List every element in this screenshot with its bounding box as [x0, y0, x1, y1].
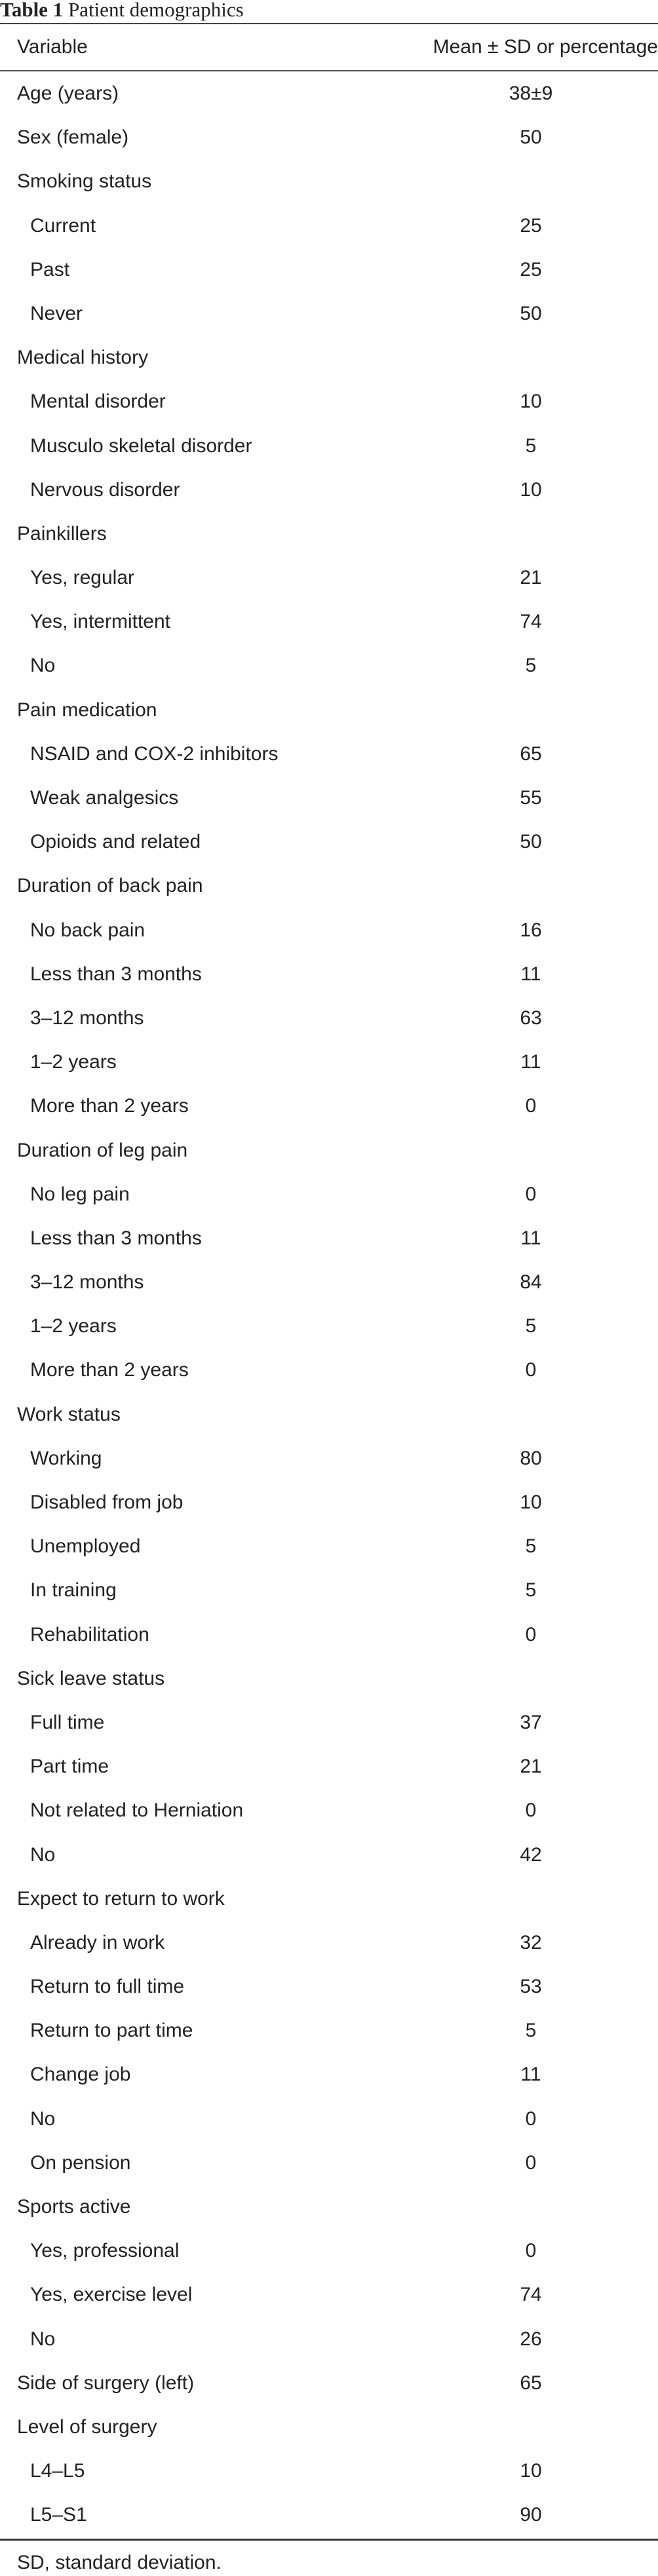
row-value: 50 — [520, 126, 542, 149]
row-label: Opioids and related — [30, 831, 201, 853]
row-value: 21 — [520, 567, 542, 589]
row-label: More than 2 years — [30, 1095, 189, 1117]
row-value: 5 — [525, 2020, 537, 2042]
table-row-subitem — [0, 732, 658, 776]
table-row-subitem — [0, 996, 658, 1040]
row-label: L5–S1 — [30, 2504, 87, 2526]
table-row-subitem — [0, 2052, 658, 2096]
row-value: 74 — [520, 2284, 542, 2306]
table-row-subitem — [0, 2493, 658, 2537]
table-row-subitem — [0, 292, 658, 336]
row-label: Musculo skeletal disorder — [30, 434, 252, 457]
row-label: Yes, intermittent — [30, 611, 170, 633]
row-label: Expect to return to work — [17, 1887, 225, 1910]
row-value: 5 — [525, 1579, 537, 1602]
table-bottom-rule — [0, 2539, 658, 2541]
table-row-subitem — [0, 1524, 658, 1568]
row-value: 0 — [525, 2107, 537, 2130]
row-value: 74 — [520, 611, 542, 633]
row-value: 10 — [520, 391, 542, 413]
row-value: 0 — [525, 2151, 537, 2174]
table-row-subitem — [0, 2273, 658, 2316]
row-label: Painkillers — [17, 522, 107, 545]
table-row — [0, 688, 658, 732]
row-label: Work status — [17, 1403, 121, 1425]
table-row-subitem — [0, 424, 658, 468]
table-row-subitem — [0, 776, 658, 820]
row-label: 1–2 years — [30, 1051, 117, 1073]
row-label: Nervous disorder — [30, 478, 180, 501]
table-body — [0, 71, 658, 2537]
table-row — [0, 1877, 658, 1921]
table-row — [0, 512, 658, 556]
row-label: Never — [30, 302, 83, 324]
row-label: Age (years) — [17, 83, 119, 104]
row-value: 25 — [520, 258, 542, 280]
table-row-subitem — [0, 1348, 658, 1392]
row-value: 0 — [525, 1799, 537, 1822]
row-value: 5 — [525, 655, 537, 677]
row-value: 53 — [520, 1976, 542, 1998]
table-row-subitem — [0, 1436, 658, 1480]
row-value: 80 — [520, 1447, 542, 1469]
table-caption-title: Patient demographics — [68, 0, 244, 21]
table-row-subitem — [0, 1040, 658, 1084]
row-label: Yes, exercise level — [30, 2284, 193, 2306]
table-row-subitem — [0, 379, 658, 423]
row-label: No — [30, 1843, 56, 1866]
row-label: L4–L5 — [30, 2460, 85, 2482]
table-row-subitem — [0, 468, 658, 512]
row-value: 5 — [525, 1535, 537, 1558]
row-value: 10 — [520, 1491, 542, 1513]
row-value: 25 — [520, 214, 542, 237]
row-label: On pension — [30, 2151, 131, 2174]
row-label: Less than 3 months — [30, 1227, 202, 1249]
table-row-subitem — [0, 1480, 658, 1524]
table-row-subitem — [0, 1921, 658, 1965]
row-label: Mental disorder — [30, 391, 166, 413]
row-label: Disabled from job — [30, 1491, 184, 1513]
row-label: NSAID and COX-2 inhibitors — [30, 742, 279, 765]
table-row — [0, 1128, 658, 1172]
row-label: No back pain — [30, 919, 145, 941]
row-label: Yes, professional — [30, 2240, 180, 2262]
table-row — [0, 159, 658, 203]
table-row-subitem — [0, 1172, 658, 1216]
row-value: 38±9 — [509, 83, 553, 104]
row-label: Weak analgesics — [30, 787, 179, 809]
row-label: Less than 3 months — [30, 963, 202, 985]
table-row — [0, 2405, 658, 2449]
row-value: 11 — [520, 1051, 541, 1073]
table-row-subitem — [0, 908, 658, 952]
row-label: Part time — [30, 1756, 109, 1778]
table-row-subitem — [0, 2097, 658, 2141]
row-label: Return to full time — [30, 1976, 185, 1998]
row-label: Past — [30, 258, 70, 280]
table-row-subitem — [0, 820, 658, 864]
row-value: 10 — [520, 2460, 542, 2482]
table-row-subitem — [0, 2141, 658, 2185]
row-label: Medical history — [17, 347, 149, 369]
row-value: 42 — [520, 1843, 542, 1866]
table-row-subitem — [0, 2009, 658, 2052]
row-value: 5 — [525, 1315, 537, 1337]
row-value: 10 — [520, 478, 542, 501]
row-value: 55 — [520, 787, 542, 809]
row-label: Rehabilitation — [30, 1623, 149, 1645]
table-row-subitem — [0, 248, 658, 292]
row-label: Side of surgery (left) — [17, 2372, 195, 2394]
table-row — [0, 864, 658, 908]
row-value: 65 — [520, 2372, 542, 2394]
table-row — [0, 71, 658, 115]
table-row-subitem — [0, 1260, 658, 1304]
row-value: 5 — [525, 434, 537, 457]
column-header-variable: Variable — [17, 36, 88, 58]
table-row-subitem — [0, 1833, 658, 1877]
row-value: 50 — [520, 302, 542, 324]
table-row-subitem — [0, 1744, 658, 1788]
row-value: 0 — [525, 1359, 537, 1381]
table-row-subitem — [0, 204, 658, 248]
table-row-subitem — [0, 2229, 658, 2273]
row-label: No — [30, 2328, 56, 2350]
row-label: No leg pain — [30, 1183, 130, 1205]
row-value: 90 — [520, 2504, 542, 2526]
row-label: Sick leave status — [17, 1667, 165, 1689]
table-header-row — [0, 24, 658, 70]
row-label: Level of surgery — [17, 2415, 157, 2438]
row-label: No — [30, 2107, 56, 2130]
row-value: 50 — [520, 831, 542, 853]
row-value: 21 — [520, 1756, 542, 1778]
row-label: Working — [30, 1447, 102, 1469]
row-value: 37 — [520, 1711, 542, 1733]
table-row-subitem — [0, 2317, 658, 2361]
column-header-value: Mean ± SD or percentage — [433, 36, 658, 58]
row-label: Full time — [30, 1711, 105, 1733]
row-label: Current — [30, 214, 96, 237]
row-label: 3–12 months — [30, 1007, 144, 1029]
row-value: 11 — [520, 2064, 541, 2086]
row-value: 84 — [520, 1271, 542, 1294]
table-row-subitem — [0, 2449, 658, 2493]
row-label: 3–12 months — [30, 1271, 144, 1294]
row-label: Sports active — [17, 2196, 131, 2218]
row-label: Smoking status — [17, 170, 152, 193]
row-label: More than 2 years — [30, 1359, 189, 1381]
row-label: Return to part time — [30, 2020, 193, 2042]
row-label: Not related to Herniation — [30, 1799, 244, 1822]
table-row-subitem — [0, 1216, 658, 1260]
row-label: 1–2 years — [30, 1315, 117, 1337]
row-label: Duration of leg pain — [17, 1139, 188, 1161]
table-row-subitem — [0, 1568, 658, 1612]
table-footnote: SD, standard deviation. — [17, 2552, 222, 2573]
table-row-subitem — [0, 1701, 658, 1744]
table-caption-label: Table 1 — [0, 0, 64, 21]
row-label: Change job — [30, 2064, 131, 2086]
row-label: Pain medication — [17, 699, 157, 721]
row-label: Unemployed — [30, 1535, 141, 1558]
table-row-subitem — [0, 644, 658, 687]
table-row — [0, 1657, 658, 1701]
table-row-subitem — [0, 1304, 658, 1348]
table-caption — [0, 0, 244, 22]
table-row-subitem — [0, 1084, 658, 1128]
row-label: Already in work — [30, 1931, 165, 1953]
table-row-subitem — [0, 600, 658, 644]
table-row — [0, 1393, 658, 1436]
table-row-subitem — [0, 1613, 658, 1657]
row-value: 16 — [520, 919, 542, 941]
row-label: Yes, regular — [30, 567, 134, 589]
row-value: 65 — [520, 742, 542, 765]
table-row — [0, 2185, 658, 2229]
row-label: In training — [30, 1579, 117, 1602]
row-label: Sex (female) — [17, 126, 129, 149]
table-row-subitem — [0, 952, 658, 996]
row-value: 63 — [520, 1007, 542, 1029]
row-value: 26 — [520, 2328, 542, 2350]
table-row — [0, 115, 658, 159]
row-value: 11 — [520, 963, 541, 985]
table-row — [0, 336, 658, 379]
row-value: 32 — [520, 1931, 542, 1953]
row-value: 0 — [525, 1623, 537, 1645]
table-row-subitem — [0, 556, 658, 600]
row-label: Duration of back pain — [17, 875, 203, 897]
table-row — [0, 2361, 658, 2405]
table-row-subitem — [0, 1965, 658, 2009]
table-row-subitem — [0, 1788, 658, 1832]
row-value: 11 — [520, 1227, 541, 1249]
row-value: 0 — [525, 1183, 537, 1205]
row-value: 0 — [525, 1095, 537, 1117]
row-label: No — [30, 655, 56, 677]
row-value: 0 — [525, 2240, 537, 2262]
